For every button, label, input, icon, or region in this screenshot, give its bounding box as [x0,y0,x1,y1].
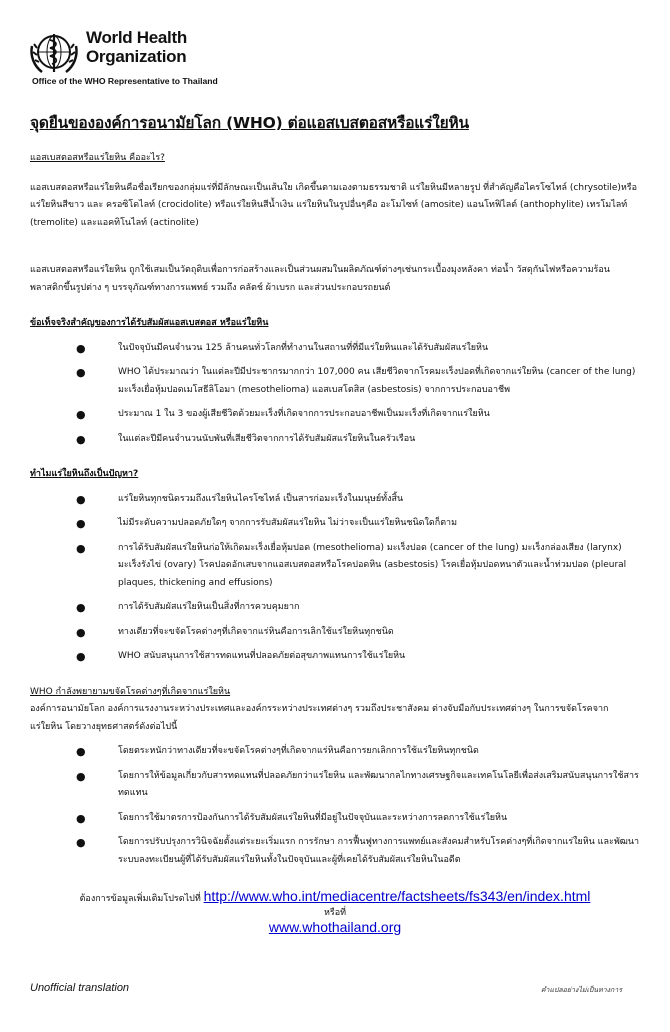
bullet-list-why-problem [30,491,640,666]
list-item: ● ประมาณ 1 ใน 3 ของผู้เสียชีวิตด้วยมะเร็งที่เกิดจากการประกอบอาชีพเป็นมะเร็งที่เกิดจากแร่ใยหิน [30,406,640,424]
paragraph: แอสเบสตอสหรือแร่ใยหินคือชื่อเรียกของกลุ่มแร่ที่มีลักษณะเป็นเส้นใย เกิดขึ้นตามเองตามธรรมชาติ แร่ใยหินมีหลายรูป ที่สำคัญคือไครโซไทล์ (chrysotile)หรือแร่ใยหินสีขาว และ ครอซิโดไลท์ (crocidolite) หรือแร่ใยหินสีน้ำเงิน แร่ใยหินในรูปอื่นๆคือ อะโมไซท์ (amosite) แอนโทฟิไลต์ (anthophylite) เทรโมไลท์ (tremolite) และแอคทิโนไลท์ (actinolite) [30,182,638,228]
footer-thai-note: คำแปลอย่างไม่เป็นทางการ [540,986,622,994]
organization-name [86,28,187,66]
list-item: ● โดยการใช้มาตรการป้องกันการได้รับสัมผัสแร่ใยหินที่มีอยู่ในปัจจุบันและระหว่างการลดการใช้แร่ใยหิน [30,810,640,828]
bullet-list-key-facts [30,340,640,449]
paragraph: แอสเบสตอสหรือแร่ใยหิน ถูกใช้เสมเป็นวัตถุดิบเพื่อการก่อสร้างและเป็นส่วนผสมในผลิตภัณฑ์ต่างๆเช่นกระเบื้องมุงหลังคา ท่อน้ำ วัสดุกันไฟหรือความร้อน พลาสติกขึ้นรูปต่าง ๆ บรรจุภัณฑ์ทางการแพทย์ รวมถึง คลัตช์ ผ้าเบรก และส่วนประกอบรถยนต์ [30,265,610,293]
list-item: ● การได้รับสัมผัสแร่ใยหินเป็นสิ่งที่การควบคุมยาก [30,599,640,617]
bullet-icon: ● [76,432,86,446]
bullet-icon: ● [76,341,86,355]
list-item: ● โดยตระหนักว่าทางเดียวที่จะขจัดโรคต่างๆที่เกิดจากแร่หินคือการยกเลิกการใช้แร่ใยหินทุกชนิด [30,743,640,761]
list-item: ● ในแต่ละปีมีคนจำนวนนับพันที่เสียชีวิตจากการได้รับสัมผัสแร่ใยหินในครัวเรือน [30,431,640,449]
list-item: ● WHO สนับสนุนการใช้สารทดแทนที่ปลอดภัยต่อสุขภาพแทนการใช้แร่ใยหิน [30,648,640,666]
who-header [28,24,328,92]
section-heading-what-is-asbestos: แอสเบสตอสหรือแร่ใยหิน คืออะไร? [30,153,165,163]
bullet-icon: ● [76,408,86,421]
section-heading-key-facts: ข้อเท็จจริงสำคัญของการได้รับสัมผัสแอสเบสตอส หรือแร่ใยหิน [30,318,269,328]
bullet-icon: ● [76,769,86,783]
bullet-icon: ● [76,625,86,639]
who-factsheet-link[interactable]: http://www.who.int/mediacentre/factsheets/fs343/en/index.html [203,888,591,904]
section-heading-why-problem: ทำไมแร่ใยหินถึงเป็นปัญหา? [30,469,139,479]
list-item: ● WHO ได้ประมาณว่า ในแต่ละปีมีประชากรมากกว่า 107,000 คน เสียชีวิตจากโรคมะเร็งปอดที่เกิดจากแร่ใยหิน (cancer of the lung) มะเร็งเยื่อหุ้มปอดเมโสธีลิโอมา (mesothelioma) แอสเบสโตสิส (asbestosis) จากการประกอบอาชีพ [76,366,636,395]
bullet-icon: ● [76,492,86,506]
list-item: ● การได้รับสัมผัสแร่ใยหินก่อให้เกิดมะเร็งเยื่อหุ้มปอด (mesothelioma) มะเร็งปอด (cancer of the lung) มะเร็งกล่องเสียง (larynx) มะเร็งรังไข่ (ovary) โรคปอดอักเสบจากแอสเบสตอสหรือโรคปอดหิน (asbestosis) โรคเยื่อหุ้มปอดหนาตัวและน้ำท่วมปอด (pleural plaques, thickening and effusions) [76,541,627,588]
org-line-1: World Health [86,28,187,47]
section-heading-who-efforts: WHO กำลังพยายามขจัดโรคต่างๆที่เกิดจากแร่ใยหิน [30,686,231,697]
paragraph: องค์การอนามัยโลก องค์การแรงงานระหว่างประเทศและองค์กรระหว่างประเทศต่างๆ รวมถึงประชาสังคม ต่างจับมือกับประเทศต่างๆ ในการขจัดโรคจากแร่ใยหิน โดยวางยุทธศาสตร์ดังต่อไปนี้ [30,704,609,732]
bullet-icon: ● [76,836,86,849]
bullet-icon: ● [76,517,86,530]
bullet-icon: ● [76,601,86,614]
list-item: ● ทางเดียวที่จะขจัดโรคต่างๆที่เกิดจากแร่หินคือการเลิกใช้แร่ใยหินทุกชนิด [30,624,640,642]
who-thailand-link[interactable]: www.whothailand.org [268,919,402,935]
bullet-icon: ● [76,811,86,825]
org-line-2: Organization [86,47,187,66]
list-item: ● โดยการปรับปรุงการวินิจฉัยตั้งแต่ระยะเริ่มแรก การรักษา การฟื้นฟูทางการแพทย์และสังคมสำหรับโรคต่างๆที่เกิดจากแร่ใยหิน และพัฒนาระบบลงทะเบียนผู้ที่ได้รับสัมผัสแร่ใยหินทั้งในปัจจุบันและผู้ที่เคยได้รับสัมผัสแร่ใยหินในอดีต [76,836,640,865]
list-item: ● ไม่มีระดับความปลอดภัยใดๆ จากการรับสัมผัสแร่ใยหิน ไม่ว่าจะเป็นแร่ใยหินชนิดใดก็ตาม [30,515,640,533]
list-item: ● แร่ใยหินทุกชนิดรวมถึงแร่ใยหินไครโซไทล์ เป็นสารก่อมะเร็งในมนุษย์ทั้งสิ้น [30,491,640,509]
who-emblem-icon [28,28,80,76]
bullet-icon: ● [76,650,86,663]
more-info-links [0,888,670,935]
office-name: Office of the WHO Representative to Thailand [32,76,218,86]
page-title: จุดยืนขององค์การอนามัยโลก (WHO) ต่อแอสเบสตอสหรือแร่ใยหิน [30,114,469,132]
footer-unofficial-translation: Unofficial translation [30,982,130,994]
or-text: หรือที่ [323,908,347,918]
list-item: ● ในปัจจุบันมีคนจำนวน 125 ล้านคนทั่วโลกที่ทำงานในสถานที่ที่มีแร่ใยหินและได้รับสัมผัสแร่ใยหิน [30,340,640,358]
bullet-list-who-strategies [30,743,640,869]
more-info-prefix: ต้องการข้อมูลเพิ่มเติมโปรดไปที่ [79,894,201,904]
bullet-icon: ● [76,541,86,555]
bullet-icon: ● [76,366,86,379]
bullet-icon: ● [76,745,86,758]
list-item: ● โดยการให้ข้อมูลเกี่ยวกับสารทดแทนที่ปลอดภัยกว่าแร่ใยหิน และพัฒนากลไกทางเศรษฐกิจและเทคโนโลยีเพื่อส่งเสริมสนับสนุนการใช้สารทดแทน [76,769,639,798]
document-body [30,150,640,869]
